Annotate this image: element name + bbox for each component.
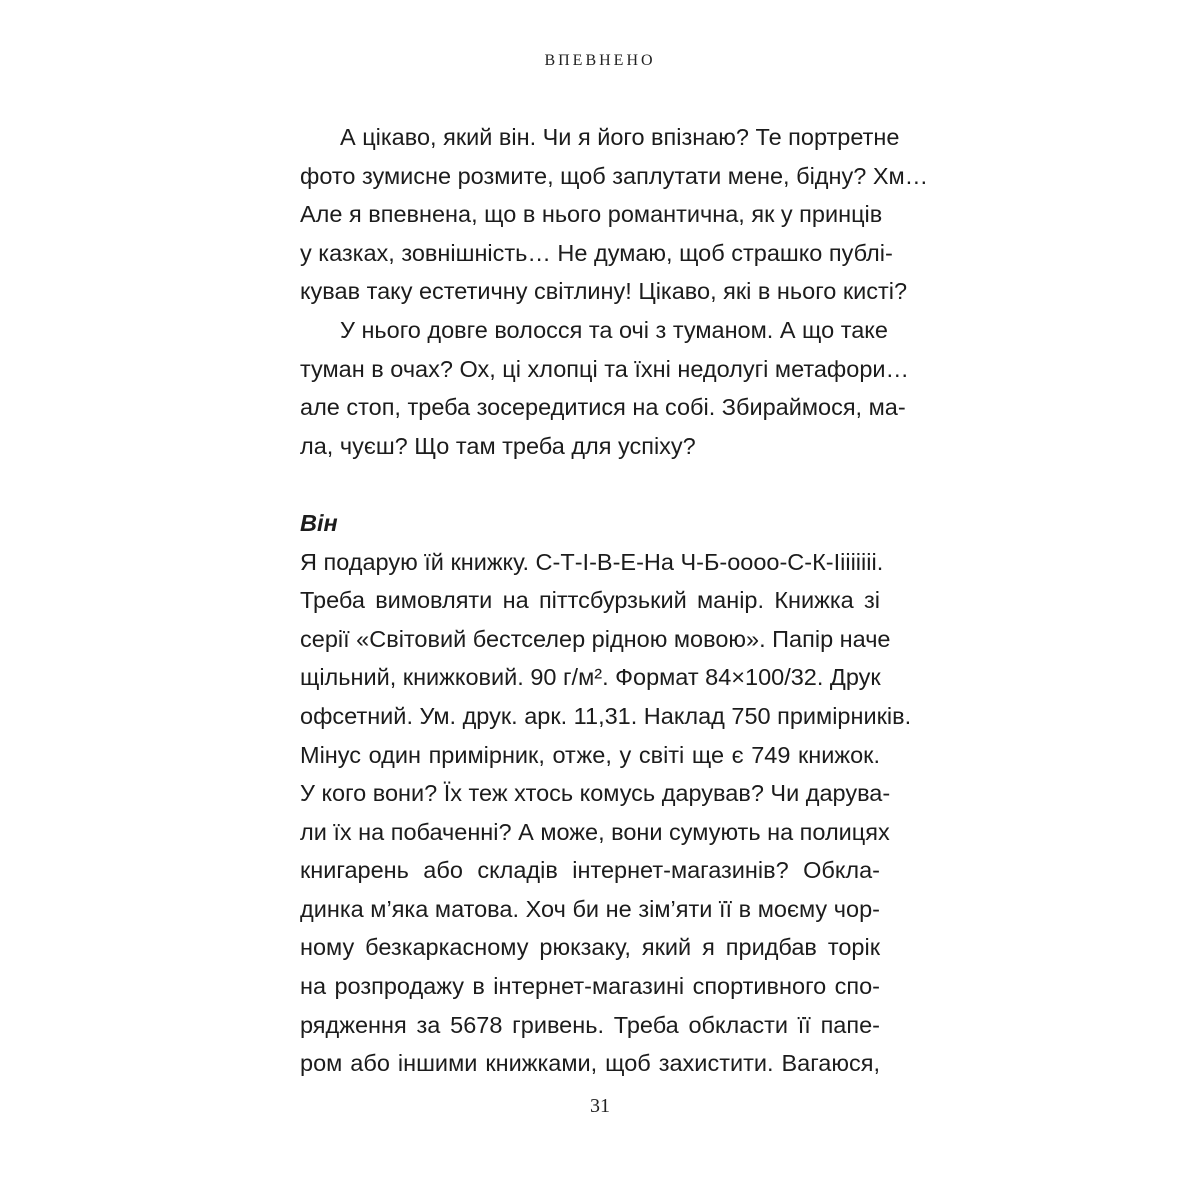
text-line: ла, чуєш? Що там треба для успіху? bbox=[300, 432, 696, 459]
text-line: кував таку естетичну світлину! Цікаво, які в нього кисті? bbox=[300, 278, 908, 305]
text-line: на розпродажу в інтернет-магазині спортивного спо- bbox=[300, 973, 880, 1000]
text-line: ром або іншими книжками, щоб захистити. Вагаюся, bbox=[300, 1050, 880, 1077]
paragraph-3 bbox=[300, 543, 912, 1083]
text-line: щільний, книжковий. 90 г/м². Формат 84×100/32. Друк bbox=[300, 664, 881, 691]
text-line: ному безкаркасному рюкзаку, який я придбав торік bbox=[300, 934, 880, 961]
text-line: рядження за 5678 гривень. Треба обкласти її папе- bbox=[300, 1011, 880, 1038]
page-number: 31 bbox=[590, 1095, 610, 1117]
text-line: книгарень або складів інтернет-магазинів? Обкла- bbox=[300, 857, 880, 884]
text-line: Але я впевнена, що в нього романтична, як у принців bbox=[300, 201, 883, 228]
text-line: А цікаво, який він. Чи я його впізнаю? Те портретне bbox=[340, 124, 900, 150]
text-line: Треба вимовляти на піттсбурзький манір. Книжка зі bbox=[300, 587, 880, 614]
text-line: офсетний. Ум. друк. арк. 11,31. Наклад 750 примірників. bbox=[300, 702, 912, 729]
paragraph-2 bbox=[300, 311, 910, 465]
text-line: але стоп, треба зосередитися на собі. Збираймося, ма- bbox=[300, 394, 906, 421]
text-line: ли їх на побаченні? А може, вони сумують на полицях bbox=[300, 818, 890, 845]
running-head: ВПЕВНЕНО bbox=[544, 52, 656, 69]
text-line: у казках, зовнішність… Не думаю, щоб страшко публі- bbox=[300, 239, 893, 266]
text-line: Я подарую їй книжку. С-Т-І-В-Е-На Ч-Б-оооо-С-К-Іііііііі. bbox=[300, 548, 884, 575]
text-line: У кого вони? Їх теж хтось комусь дарував? Чи дарува- bbox=[300, 780, 891, 807]
paragraph-1 bbox=[300, 118, 929, 311]
section-break bbox=[300, 465, 880, 504]
text-line: серії «Світовий бестселер рідною мовою». Папір наче bbox=[300, 625, 891, 652]
text-line: фото зумисне розмите, щоб заплутати мене, бідну? Хм… bbox=[300, 162, 929, 189]
text-line: динка м’яка матова. Хоч би не зім’яти її в моєму чор- bbox=[300, 895, 880, 922]
text-line: туман в очах? Ох, ці хлопці та їхні недолугі метафори… bbox=[300, 355, 910, 382]
text-line: У нього довге волосся та очі з туманом. А що таке bbox=[340, 316, 888, 343]
section-subheading: Він bbox=[300, 509, 338, 536]
text-line: Мінус один примірник, отже, у світі ще є 749 книжок. bbox=[300, 741, 880, 768]
body-text bbox=[300, 118, 929, 1083]
